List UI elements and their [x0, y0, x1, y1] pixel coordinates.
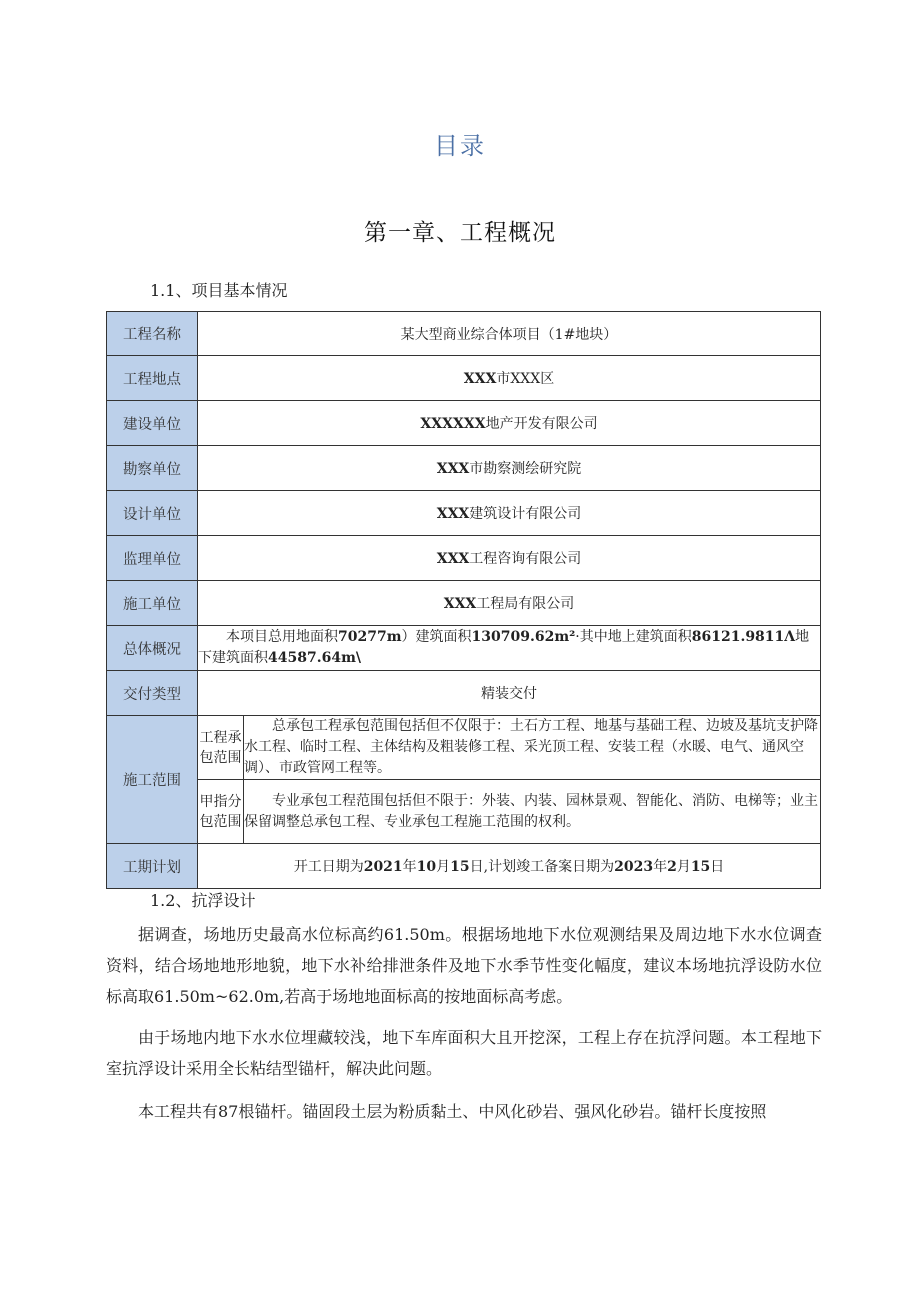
value-bold: XXX [436, 461, 470, 477]
schedule-text-part: 月 [436, 859, 451, 875]
designated-scope-value [244, 780, 821, 844]
section-heading-basic-info: 1.1、项目基本情况 [150, 281, 288, 300]
schedule-text-part: 年 [653, 859, 668, 875]
paragraph: 本工程共有87根锚杆。锚固段土层为粉质黏土、中风化砂岩、强风化砂岩。锚杆长度按照 [138, 1102, 767, 1121]
overview-text-part: 地下建筑面积 [198, 629, 810, 666]
row-label: 工期计划 [107, 844, 198, 889]
table-row-delivery [107, 671, 821, 716]
row-value [198, 581, 821, 626]
row-label: 施工范围 [107, 716, 198, 844]
end-month: 2 [667, 859, 677, 875]
general-scope-text: 总承包工程承包范围包括但不仅限于：土石方工程、地基与基础工程、边坡及基坑支护降水工程、临时工程、主体结构及粗装修工程、采光顶工程、安装工程（水暖、电气、通风空调）、市政管网工程等。 [244, 718, 818, 776]
overview-value [198, 626, 821, 671]
end-day: 15 [690, 859, 711, 875]
row-value: 某大型商业综合体项目（1#地块） [198, 312, 821, 356]
table-row [107, 491, 821, 536]
table-row [107, 401, 821, 446]
row-label: 设计单位 [107, 491, 198, 536]
table-row-scope-general [107, 716, 821, 780]
overview-land-area: 70277m [338, 629, 402, 645]
row-label: 建设单位 [107, 401, 198, 446]
overview-text [198, 627, 820, 669]
row-label: 工程地点 [107, 356, 198, 401]
table-row [107, 312, 821, 356]
start-month: 10 [416, 859, 437, 875]
row-value [198, 356, 821, 401]
value-bold: XXX [436, 506, 470, 522]
row-label: 勘察单位 [107, 446, 198, 491]
value-bold: XXXXXX [420, 416, 486, 432]
value-text: 市勘察测绘研究院 [469, 461, 582, 477]
start-day: 15 [450, 859, 470, 875]
table-row [107, 356, 821, 401]
schedule-text-part: 开工日期为 [293, 859, 364, 875]
sublabel-designated-scope: 甲指分包范围 [198, 780, 244, 844]
section-heading-anti-floating: 1.2、抗浮设计 [150, 891, 256, 910]
row-label: 交付类型 [107, 671, 198, 716]
row-value [198, 401, 821, 446]
schedule-value [198, 844, 821, 889]
paragraph: 由于场地内地下水水位埋藏较浅，地下车库面积大且开挖深，工程上存在抗浮问题。本工程地下室抗浮设计采用全长粘结型锚杆，解决此问题。 [106, 1028, 822, 1078]
value-bold: XXX [436, 551, 470, 567]
row-label: 施工单位 [107, 581, 198, 626]
overview-building-area: 130709.62m² [471, 629, 576, 645]
paragraph: 据调查，场地历史最高水位标高约61.50m。根据场地地下水位观测结果及周边地下水水位调查资料，结合场地地形地貌，地下水补给排泄条件及地下水季节性变化幅度，建议本场地抗浮设防水位标高取61.50m~62.0m,若高于场地地面标高的按地面标高考虑。 [106, 925, 822, 1006]
table-row [107, 581, 821, 626]
value-bold: XXX [443, 596, 477, 612]
schedule-text-part: 日,计划竣工备案日期为 [469, 859, 615, 875]
general-scope-value [244, 716, 821, 780]
table-row [107, 536, 821, 581]
sublabel-general-scope: 工程承包范围 [198, 716, 244, 780]
value-bold: XXX [463, 371, 497, 387]
project-info-table [106, 311, 821, 889]
overview-underground-area: 44587.64m\ [268, 650, 361, 666]
schedule-text-part: 年 [402, 859, 417, 875]
value-text: 建筑设计有限公司 [469, 506, 582, 522]
row-value [198, 491, 821, 536]
designated-scope-text: 专业承包工程范围包括但不限于：外装、内装、园林景观、智能化、消防、电梯等；业主保留调整总承包工程、专业承包工程施工范围的权利。 [244, 792, 818, 830]
schedule-text-part: 日 [710, 859, 725, 875]
value-text: 工程咨询有限公司 [469, 551, 582, 567]
row-label: 工程名称 [107, 312, 198, 356]
value-text: 地产开发有限公司 [485, 416, 598, 432]
row-value: 精装交付 [198, 671, 821, 716]
chapter-title: 第一章、工程概况 [364, 220, 556, 246]
row-label: 监理单位 [107, 536, 198, 581]
row-value [198, 446, 821, 491]
schedule-text-part: 月 [676, 859, 691, 875]
value-text: 工程局有限公司 [476, 596, 575, 612]
overview-text-part: ）建筑面积 [401, 629, 472, 645]
toc-title: 目录 [434, 132, 486, 160]
row-value [198, 536, 821, 581]
overview-text-part: 本项目总用地面积 [226, 629, 338, 645]
table-row-schedule [107, 844, 821, 889]
overview-text-part: ·其中地上建筑面积 [575, 629, 692, 645]
row-label: 总体概况 [107, 626, 198, 671]
table-row [107, 446, 821, 491]
start-year: 2021 [363, 859, 403, 875]
value-text: 市XXX区 [496, 371, 555, 387]
overview-above-ground-area: 86121.9811Λ [691, 629, 796, 645]
end-year: 2023 [614, 859, 654, 875]
table-row-overview [107, 626, 821, 671]
table-row-scope-designated [107, 780, 821, 844]
